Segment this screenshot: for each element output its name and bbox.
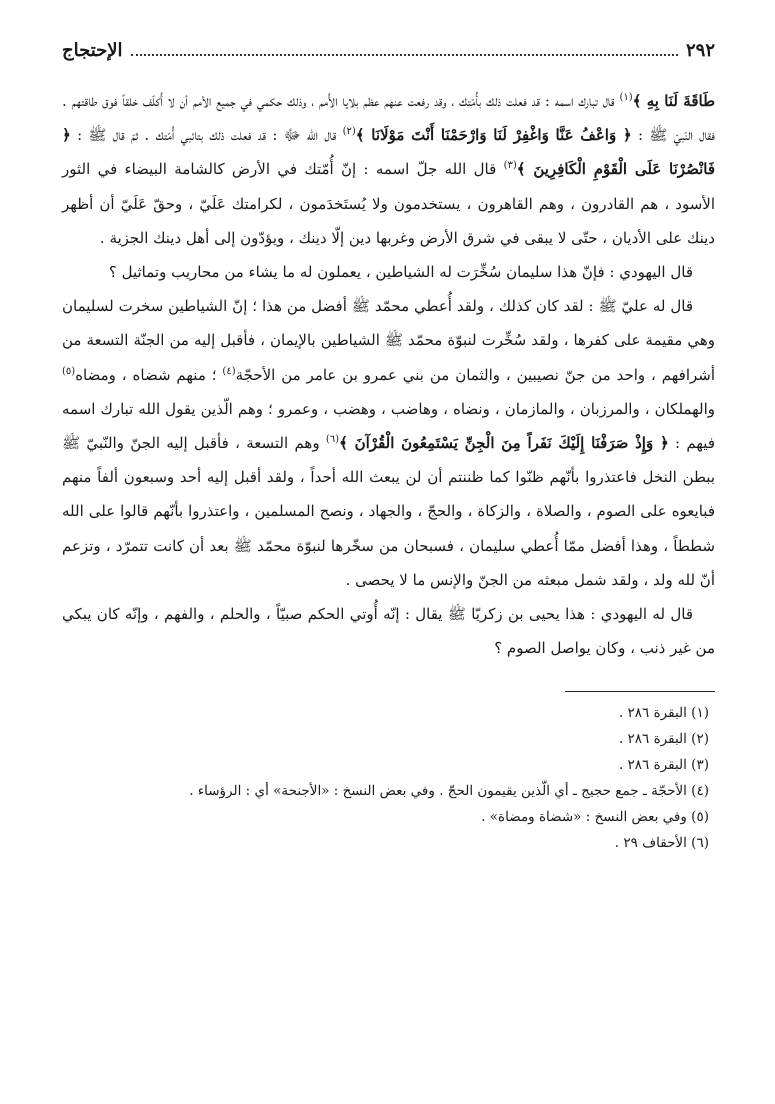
running-title: الإحتجاج [62,40,123,61]
quran-quote: ﴿ وَإِذْ صَرَفْنَا إِلَيْكَ نَفَراً مِنَ الْجِنِّ يَسْتَمِعُونَ الْقُرْآنَ ﴾ [339,434,669,453]
text-run: قال تبارك اسمه : قد فعلت ذلك بأُمّتك ، وقد رفعت عنهم عظم بلايا الأُمم ، وذلك حكمي في جميع الأمم أن لا أُكلّف خلقاً فوق طاقتهم . فقال النّبيّ ﷺ : [62,92,715,145]
paragraph [62,84,715,255]
paragraph [62,289,715,597]
text-run: ؛ منهم شضاه ، ومضاه [75,365,223,384]
footnote-marker: (٢) [342,126,356,138]
footnote: (٣) البقرة ٢٨٦ . [618,757,709,774]
running-header [62,40,715,76]
quran-quote: ﴿ وَاعْفُ عَنَّا وَاغْفِرْ لَنَا وَارْحَمْنَا أَنْتَ مَوْلَانَا ﴾ [355,126,632,145]
quran-quote: ﴿ فَانْصُرْنَا عَلَى الْقَوْمِ الْكَافِرِينَ ﴾ [62,126,715,179]
header-dotted-leader [131,53,678,56]
text-run: والهملكان ، والمرزبان ، والمازمان ، ونضاه ، وهاضب ، وهضب ، وعمرو ؛ وهم الّذين يقول الله تبارك اسمه فيهم : [62,399,715,453]
text-run: قال اليهودي : فإنّ هذا سليمان سُخِّرَت له الشياطين ، يعملون له ما يشاء من محاريب وتماثيل ؟ [108,263,693,282]
text-run: وهم التسعة ، فأقبل إليه الجنّ والنّبيّ ﷺ ببطن النخل فاعتذروا بأنّهم ظنّوا كما ظننتم أن لن يبعث الله أحداً ، ولقد أقبل إليه أحد وسبعون ألفاً منهم فبايعوه على الصوم ، والصلاة ، والزكاة ، والحجّ ، والجهاد ، ونصح المسلمين ، واعتذروا بأنّهم قالوا على الله شططاً ، وهذا أفضل ممّا أُعطي سليمان ، فسبحان من سخّرها لنبوّة محمّد ﷺ بعد أن كانت تتمرّد ، وتزعم أنّ لله ولد ، ولقد شمل مبعثه من الجنّ والإنس ما لا يحصى . [62,434,715,589]
body-text [62,84,715,665]
quran-quote: طَاقَةَ لَنَا بِهِ ﴾ [632,92,716,110]
text-run: قال له اليهودي : هذا يحيى بن زكريّا ﷺ يقال : إنّه أُوتي الحكم صبيّاً ، والحلم ، والفهم ، وإنّه كان يبكي من غير ذنب ، وكان يواصل الصوم ؟ [62,605,715,658]
text-run: قال له عليّ ﷺ : لقد كان كذلك ، ولقد أُعطي محمّد ﷺ أفضل من هذا ؛ إنّ الشياطين سخرت لسليمان وهي مقيمة على كفرها ، ولقد سُخِّرت لنبوّة محمّد ﷺ الشياطين بالإيمان ، فأقبل إليه من الجنّة التسعة من أشرافهم ، واحد من جنّ نصيبين ، والثمان من بني عمرو بن عامر من الأحجّة [62,297,715,384]
footnote: (٦) الأحقاف ٢٩ . [614,835,709,852]
footnote: (٢) البقرة ٢٨٦ . [618,731,709,748]
page-number: ٢٩٢ [685,40,715,61]
footnote-marker: (٣) [503,160,517,172]
footnote-separator [565,691,715,692]
footnote-marker: (٤) [222,365,236,377]
book-page [62,40,715,856]
footnote-marker: (٦) [325,434,340,446]
footnote: (٥) وفي بعض النسخ : «شضاة ومضاة» . [481,809,709,826]
footnote: (٤) الأحجّة ـ جمع حجيج ـ أي الّذين يقيمون الحجّ . وفي بعض النسخ : «الأجنحة» أي : الرؤساء . [189,783,709,800]
text-run: قال الله ﷻ : قد فعلت ذلك بتائبي أُمّتك . ثمّ قال ﷺ : [70,126,343,145]
text-run: قال الله جلّ اسمه : إنّ أُمّتك في الأرض كالشامة البيضاء في الثور الأسود ، هم القادرون ، وهم القاهرون ، يستخدمون ولا يُستَخدَمون ، لكرامتك عَلَيّ ، وحقّ عَلَيّ أن أظهر دينك على الأديان ، حتّى لا يبقى في شرق الأرض وغربها دين إلّا دينك ، ويؤدّون إلى أهل دينك الجزية . [62,160,715,247]
footnotes [62,700,715,856]
paragraph [62,597,715,665]
footnote-marker: (١) [619,92,633,103]
footnote-marker: (٥) [62,365,76,377]
footnote: (١) البقرة ٢٨٦ . [618,705,709,722]
paragraph [62,255,715,289]
